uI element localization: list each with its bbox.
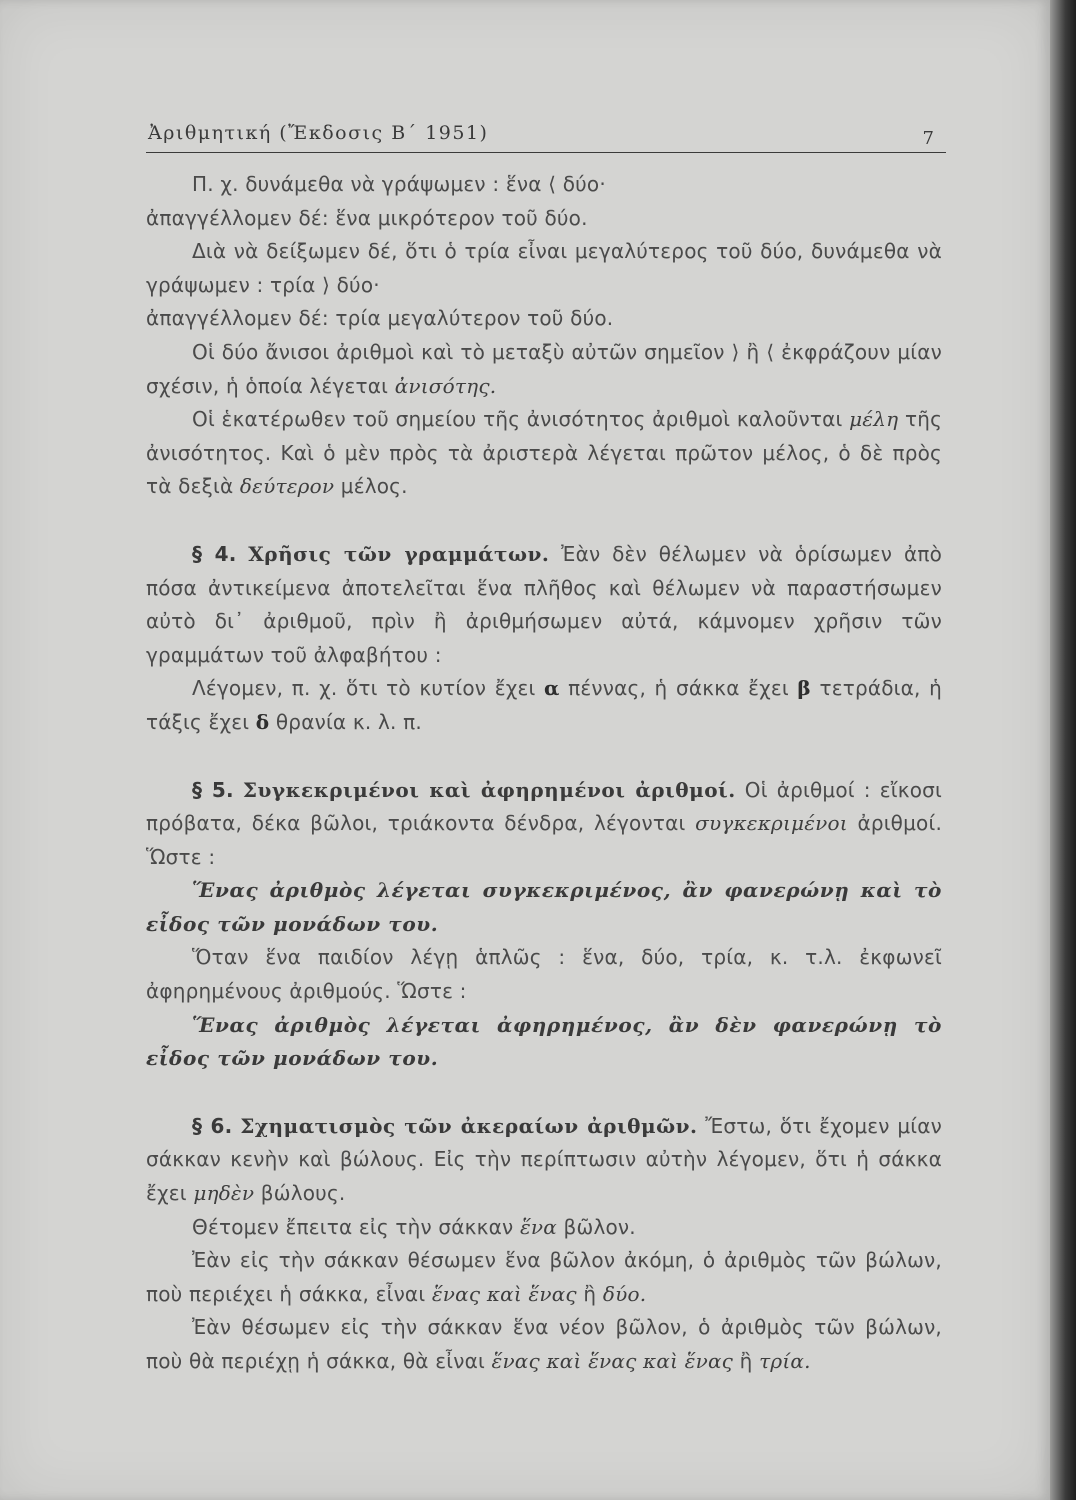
section-title: Χρῆσις τῶν γραμμάτων. (248, 541, 550, 566)
paragraph (146, 1211, 942, 1245)
paragraph (146, 168, 942, 202)
paragraph (146, 1311, 942, 1378)
text-run: Θέτομεν ἔπειτα εἰς τὴν σάκκαν (192, 1214, 514, 1239)
section-number: § 4. (192, 541, 237, 566)
paragraph (146, 1244, 942, 1311)
paragraph (146, 202, 942, 236)
defined-term: συγκεκριμένοι (695, 811, 848, 836)
text-run: ἢ (583, 1281, 597, 1306)
text-line: Διὰ νὰ δείξωμεν δέ, ὅτι ὁ τρία εἶναι μεγαλύτερος τοῦ δύο, δυνάμεθα νὰ γράψωμεν : τρία ⟩ δύο· (146, 239, 942, 297)
paragraph (146, 941, 942, 1008)
text-run: βώλους. (260, 1181, 346, 1206)
rule-statement: Ἕνας ἀριθμὸς λέγεται ἀφηρημένος, ἂν δὲν φανερώνῃ τὸ εἶδος τῶν μονάδων του. (146, 1012, 942, 1071)
section-title: Συγκεκριμένοι καὶ ἀφηρημένοι ἀριθμοί. (242, 777, 736, 802)
text-line: ἀπαγγέλλομεν δέ: ἕνα μικρότερον τοῦ δύο. (146, 205, 588, 230)
defined-term: δεύτερον (239, 474, 335, 499)
defined-term: μηδὲν (193, 1181, 255, 1206)
paragraph (146, 336, 942, 403)
text-run: ἀριθμοί. Ὥστε : (146, 811, 943, 869)
text-run: πέννας, ἡ σάκκα ἔχει (568, 676, 789, 701)
page-edge-shadow (1050, 0, 1076, 1500)
defined-term: ἀνισότης. (394, 373, 497, 398)
defined-term: ἕνας καὶ ἕνας (431, 1281, 577, 1306)
defined-term: μέλη (849, 407, 899, 432)
defined-term: δύο. (602, 1281, 647, 1306)
section-6 (146, 1110, 942, 1211)
text-run: ἢ (739, 1349, 753, 1373)
section-number: § 5. (192, 777, 234, 802)
defined-term: ἕνας καὶ ἕνας καὶ ἕνας (491, 1349, 734, 1373)
letter-variable: α (543, 676, 560, 701)
page-header (146, 118, 946, 153)
section-4 (146, 538, 942, 672)
text-run: βῶλον. (563, 1214, 636, 1239)
text-run: θρανία κ. λ. π. (275, 709, 422, 734)
paragraph (146, 403, 942, 504)
section-title: Σχηματισμὸς τῶν ἀκεραίων ἀριθμῶν. (240, 1113, 698, 1138)
page-number: 7 (922, 128, 934, 149)
text-line: Π. χ. δυνάμεθα νὰ γράψωμεν : ἕνα ⟨ δύο· (192, 172, 606, 196)
defined-term: ἕνα (519, 1214, 557, 1239)
text-run: Ἐὰν θέσωμεν εἰς τὴν σάκκαν ἕνα νέον βῶλον, ὁ ἀριθμὸς τῶν βώλων, ποὺ θὰ περιέχῃ ἡ σάκκα, θὰ εἶναι (146, 1315, 942, 1373)
defined-term: τρία. (759, 1349, 811, 1373)
text-run: Λέγομεν, π. χ. ὅτι τὸ κυτίον ἔχει (192, 676, 536, 701)
text-run: Ὅταν ἕνα παιδίον λέγῃ ἁπλῶς : ἕνα, δύο, τρία, κ. τ.λ. ἐκφωνεῖ ἀφηρημένους ἀριθμούς. Ὥστε : (146, 945, 942, 1004)
letter-variable: β (797, 676, 811, 701)
text-run: Οἱ δύο ἄνισοι ἀριθμοὶ καὶ τὸ μεταξὺ αὐτῶν σημεῖον ⟩ ἢ ⟨ ἐκφράζουν μίαν σχέσιν, ἡ ὁποία λέγεται (146, 339, 942, 398)
text-run: μέλος. (340, 474, 408, 499)
text-run: τετράδια, ἡ τάξις ἔχει (146, 676, 942, 734)
text-run: Ἐὰν δὲν θέλωμεν νὰ ὁρίσωμεν ἀπὸ πόσα ἀντικείμενα ἀποτελεῖται ἕνα πλῆθος καὶ θέλωμεν νὰ παραστήσωμεν αὐτὸ δι᾽ ἀριθμοῦ, πρὶν ἢ ἀριθμήσωμεν αὐτά, κάμνομεν χρῆσιν τῶν γραμμάτων τοῦ ἀλφαβήτου : (146, 541, 943, 667)
page-body (146, 168, 942, 1379)
paragraph (146, 672, 942, 739)
rule-statement: Ἕνας ἀριθμὸς λέγεται συγκεκριμένος, ἂν φανερώνῃ καὶ τὸ εἶδος τῶν μονάδων του. (146, 878, 942, 936)
paragraph (146, 235, 942, 302)
text-run: Οἱ ἑκατέρωθεν τοῦ σημείου τῆς ἀνισότητος ἀριθμοὶ καλοῦνται (192, 407, 843, 432)
paragraph (146, 302, 942, 336)
letter-variable: δ (255, 709, 270, 734)
text-run: Ἐὰν εἰς τὴν σάκκαν θέσωμεν ἕνα βῶλον ἀκόμη, ὁ ἀριθμὸς τῶν βώλων, ποὺ περιέχει ἡ σάκκα, εἶναι (146, 1248, 942, 1306)
section-5 (146, 774, 942, 875)
running-title: Ἀριθμητική (Ἔκδοσις Β΄ 1951) (148, 122, 489, 144)
text-line: ἀπαγγέλλομεν δέ: τρία μεγαλύτερον τοῦ δύο. (146, 306, 614, 331)
text-run: Οἱ ἀριθμοί : εἴκοσι πρόβατα, δέκα βῶλοι, τριάκοντα δένδρα, λέγονται (146, 777, 943, 836)
text-run: τῆς ἀνισότητος. Καὶ ὁ μὲν πρὸς τὰ ἀριστερὰ λέγεται πρῶτον μέλος, ὁ δὲ πρὸς τὰ δεξιὰ (146, 407, 943, 499)
text-run: Ἔστω, ὅτι ἔχομεν μίαν σάκκαν κενὴν καὶ βώλους. Εἰς τὴν περίπτωσιν αὐτὴν λέγομεν, ὅτι ἡ σάκκα ἔχει (146, 1113, 943, 1206)
section-number: § 6. (192, 1113, 233, 1138)
